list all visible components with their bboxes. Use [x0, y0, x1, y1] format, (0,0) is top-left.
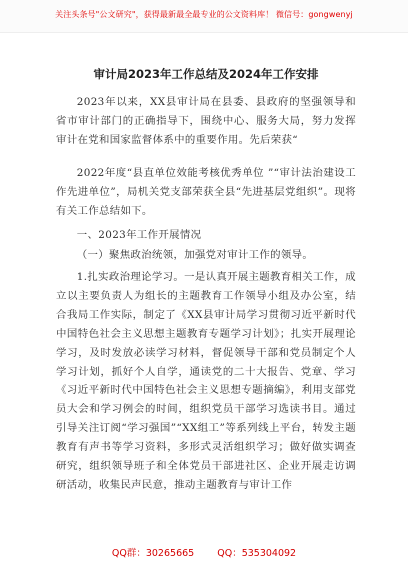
paragraph-honors: 2022年度“县直单位效能考核优秀单位 ”“审计法治建设工作先进单位”，局机关党支部荣获全县“先进基层党组织”。现将有关工作总结如下。 — [56, 167, 356, 217]
paragraph-intro: 2023年以来，XX县审计局在县委、县政府的坚强领导和省市审计部门的正确指导下，围绕中心、服务大局，努力发挥审计在党和国家监督体系中的重要作用。先后荣获“ — [56, 96, 356, 146]
footer-qq: QQ：535304092 — [217, 548, 297, 559]
footer — [0, 545, 408, 559]
footer-qq-group: QQ群：30265665 — [111, 548, 195, 559]
banner-text: 关注头条号"公文研究"，获得最新最全最专业的公文资料库！ 微信号：gongwenyj — [55, 10, 353, 19]
paragraph-theory-study: 1.扎实政治理论学习。一是认真开展主题教育相关工作，成立以主要负责人为组长的主题教育工作领导小组及办公室，结合我局工作实际，制定了《XX县审计局学习贯彻习近平新时代中国特色社会主义思想主题教育专题学习计划》；扎实开展理论学习，及时发放必读学习材料，督促领导干部和党员制定个人学习计划，抓好个人自学，通读党的二十大报告、党章、学习《习近平新时代中国特色社会主义思想专题摘编》，利用支部党员大会和学习例会的时间，组织党员干部学习选读书目。通过引导关注订阅“学习强国”“XX组工”等系列线上平台，转发主题教育有声书等学习资料，多形式灵活组织学习；做好做实调查研究，组织领导班子和全体党员干部进社区、企业开展走访调研活动，收集民声民意，推动主题教育与审计工作 — [56, 271, 356, 491]
section-heading-1: 一、2023年工作开展情况 — [76, 229, 202, 241]
subsection-heading-1: （一）聚焦政治统领，加强党对审计工作的领导。 — [76, 249, 314, 261]
top-banner — [0, 0, 408, 33]
document-title: 审计局2023年工作总结及2024年工作安排 — [93, 67, 319, 81]
